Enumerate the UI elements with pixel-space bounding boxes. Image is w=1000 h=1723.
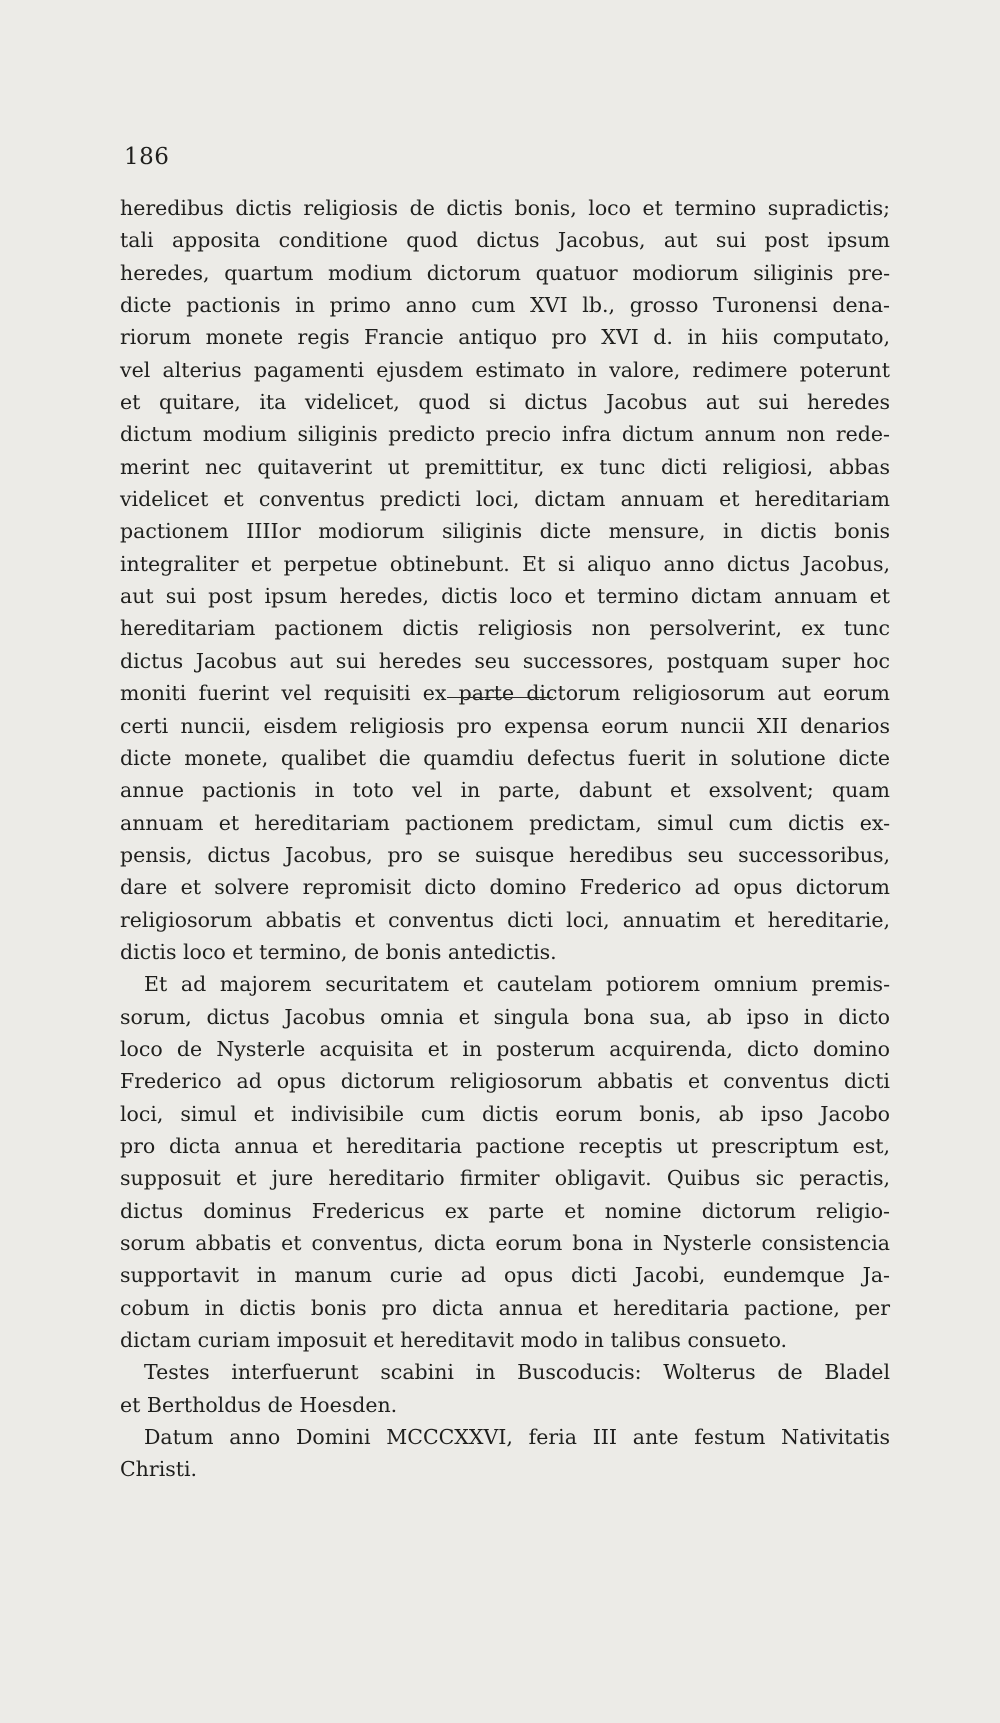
text-line: dictum modium siliginis predicto precio infra dictum annum non rede-	[120, 422, 890, 447]
text-line: loco de Nysterle acquisita et in posterum acquirenda, dicto domino	[120, 1036, 890, 1061]
text-line: religiosorum abbatis et conventus dicti loci, annuatim et hereditarie,	[120, 907, 890, 932]
text-line: et quitare, ita videlicet, quod si dictus Jacobus aut sui heredes	[120, 390, 890, 415]
text-line: dicte monete, qualibet die quamdiu defectus fuerit in solutione dicte	[120, 745, 890, 770]
text-line: cobum in dictis bonis pro dicta annua et hereditaria pactione, per	[120, 1295, 890, 1320]
text-line: heredibus dictis religiosis de dictis bonis, loco et termino supradictis;	[120, 196, 890, 220]
text-line: hereditariam pactionem dictis religiosis non persolverint, ex tunc	[120, 616, 890, 641]
text-line: aut sui post ipsum heredes, dictis loco et termino dictam annuam et	[120, 584, 890, 609]
text-line: Testes interfuerunt scabini in Buscoducis: Wolterus de Bladel	[144, 1360, 890, 1385]
text-line: heredes, quartum modium dictorum quatuor modiorum siliginis pre-	[120, 260, 890, 285]
text-line: sorum, dictus Jacobus omnia et singula bona sua, ab ipso in dicto	[120, 1004, 890, 1029]
text-line: et Bertholdus de Hoesden.	[120, 1392, 398, 1417]
text-line: certi nuncii, eisdem religiosis pro expensa eorum nuncii XII denarios	[120, 713, 890, 738]
text-line: merint nec quitaverint ut premittitur, ex tunc dicti religiosi, abbas	[120, 454, 890, 479]
text-line: sorum abbatis et conventus, dicta eorum bona in Nysterle consistencia	[120, 1231, 890, 1255]
text-line: riorum monete regis Francie antiquo pro XVI d. in hiis computato,	[120, 325, 890, 350]
text-line: loci, simul et indivisibile cum dictis eorum bonis, ab ipso Jacobo	[120, 1101, 890, 1126]
text-line: pactionem IIIIor modiorum siliginis dicte mensure, in dictis bonis	[120, 519, 890, 544]
text-line: dictus Jacobus aut sui heredes seu successores, postquam super hoc	[120, 648, 890, 673]
text-line: pensis, dictus Jacobus, pro se suisque heredibus seu successoribus,	[120, 842, 890, 867]
text-line: moniti fuerint vel requisiti ex parte dictorum religiosorum aut eorum	[120, 681, 890, 706]
text-line: videlicet et conventus predicti loci, dictam annuam et hereditariam	[120, 487, 890, 512]
text-line: integraliter et perpetue obtinebunt. Et si aliquo anno dictus Jacobus,	[120, 551, 890, 576]
text-line: annue pactionis in toto vel in parte, dabunt et exsolvent; quam	[120, 778, 890, 803]
text-line: dictis loco et termino, de bonis antedictis.	[120, 939, 557, 964]
page-number: 186	[124, 144, 170, 170]
text-line: Et ad majorem securitatem et cautelam potiorem omnium premis-	[144, 972, 890, 997]
text-line: annuam et hereditariam pactionem predictam, simul cum dictis ex-	[120, 810, 890, 835]
text-line: tali apposita conditione quod dictus Jacobus, aut sui post ipsum	[120, 228, 890, 253]
text-line: vel alterius pagamenti ejusdem estimato in valore, redimere poterunt	[120, 357, 890, 382]
text-line: dare et solvere repromisit dicto domino Frederico ad opus dictorum	[120, 875, 890, 900]
text-line: dictam curiam imposuit et hereditavit modo in talibus consueto.	[120, 1328, 788, 1353]
text-line: Frederico ad opus dictorum religiosorum abbatis et conventus dicti	[120, 1069, 890, 1094]
text-line: dictus dominus Fredericus ex parte et nomine dictorum religio-	[120, 1198, 890, 1223]
text-line: Datum anno Domini MCCCXXVI, feria III ante festum Nativitatis	[144, 1425, 890, 1450]
text-line: supportavit in manum curie ad opus dicti Jacobi, eundemque Ja-	[120, 1263, 890, 1288]
text-line: supposuit et jure hereditario firmiter obligavit. Quibus sic peractis,	[120, 1166, 890, 1191]
end-rule	[447, 697, 553, 698]
text-line: pro dicta annua et hereditaria pactione receptis ut prescriptum est,	[120, 1133, 890, 1158]
text-line: dicte pactionis in primo anno cum XVI lb., grosso Turonensi dena-	[120, 293, 890, 318]
text-line: Christi.	[120, 1457, 198, 1482]
body-text	[120, 192, 890, 1486]
